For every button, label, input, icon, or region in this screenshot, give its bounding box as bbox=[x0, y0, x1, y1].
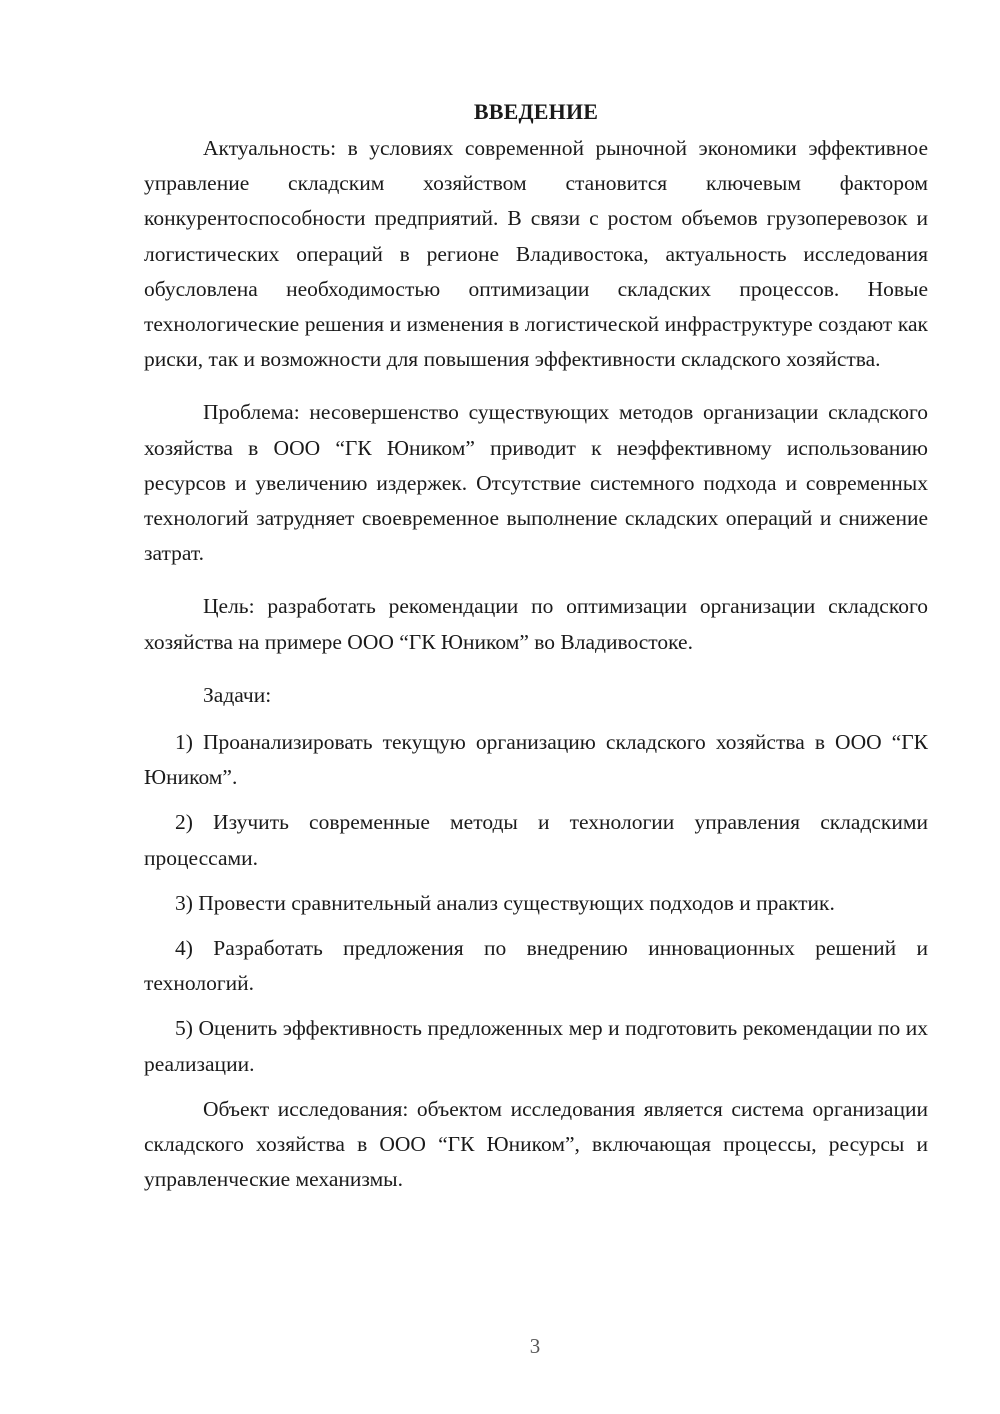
page-content bbox=[144, 94, 928, 1197]
page-number: 3 bbox=[529, 1334, 541, 1358]
task-item-2: 2) Изучить современные методы и технологии управления складскими процессами. bbox=[144, 810, 928, 870]
problem-paragraph: Проблема: несовершенство существующих методов организации складского хозяйства в ООО “ГК Юником” приводит к неэффективному использованию ресурсов и увеличению издержек. Отсутствие системного подхода и современных технологий затрудняет своевременное выполнение складских операций и снижение затрат. bbox=[144, 400, 928, 566]
object-paragraph: Объект исследования: объектом исследования является система организации складского хозяйства в ООО “ГК Юником”, включающая процессы, ресурсы и управленческие механизмы. bbox=[144, 1096, 928, 1192]
tasks-heading: Задачи: bbox=[203, 682, 272, 707]
task-item-5: 5) Оценить эффективность предложенных мер и подготовить рекомендации по их реализации. bbox=[144, 1016, 928, 1076]
relevance-paragraph: Актуальность: в условиях современной рыночной экономики эффективное управление складским хозяйством становится ключевым фактором конкурентоспособности предприятий. В связи с ростом объемов грузоперевозок и логистических операций в регионе Владивостока, актуальность исследования обусловлена необходимостью оптимизации складских процессов. Новые технологические решения и изменения в логистической инфраструктуре создают как риски, так и возможности для повышения эффективности складского хозяйства. bbox=[144, 136, 928, 372]
task-item-3: 3) Провести сравнительный анализ существующих подходов и практик. bbox=[175, 890, 835, 915]
goal-paragraph: Цель: разработать рекомендации по оптимизации организации складского хозяйства на примере ООО “ГК Юником” во Владивостоке. bbox=[144, 594, 928, 654]
task-item-4: 4) Разработать предложения по внедрению инновационных решений и технологий. bbox=[144, 936, 928, 996]
section-title: ВВЕДЕНИЕ bbox=[473, 99, 599, 124]
task-item-1: 1) Проанализировать текущую организацию складского хозяйства в ООО “ГК Юником”. bbox=[144, 730, 928, 790]
